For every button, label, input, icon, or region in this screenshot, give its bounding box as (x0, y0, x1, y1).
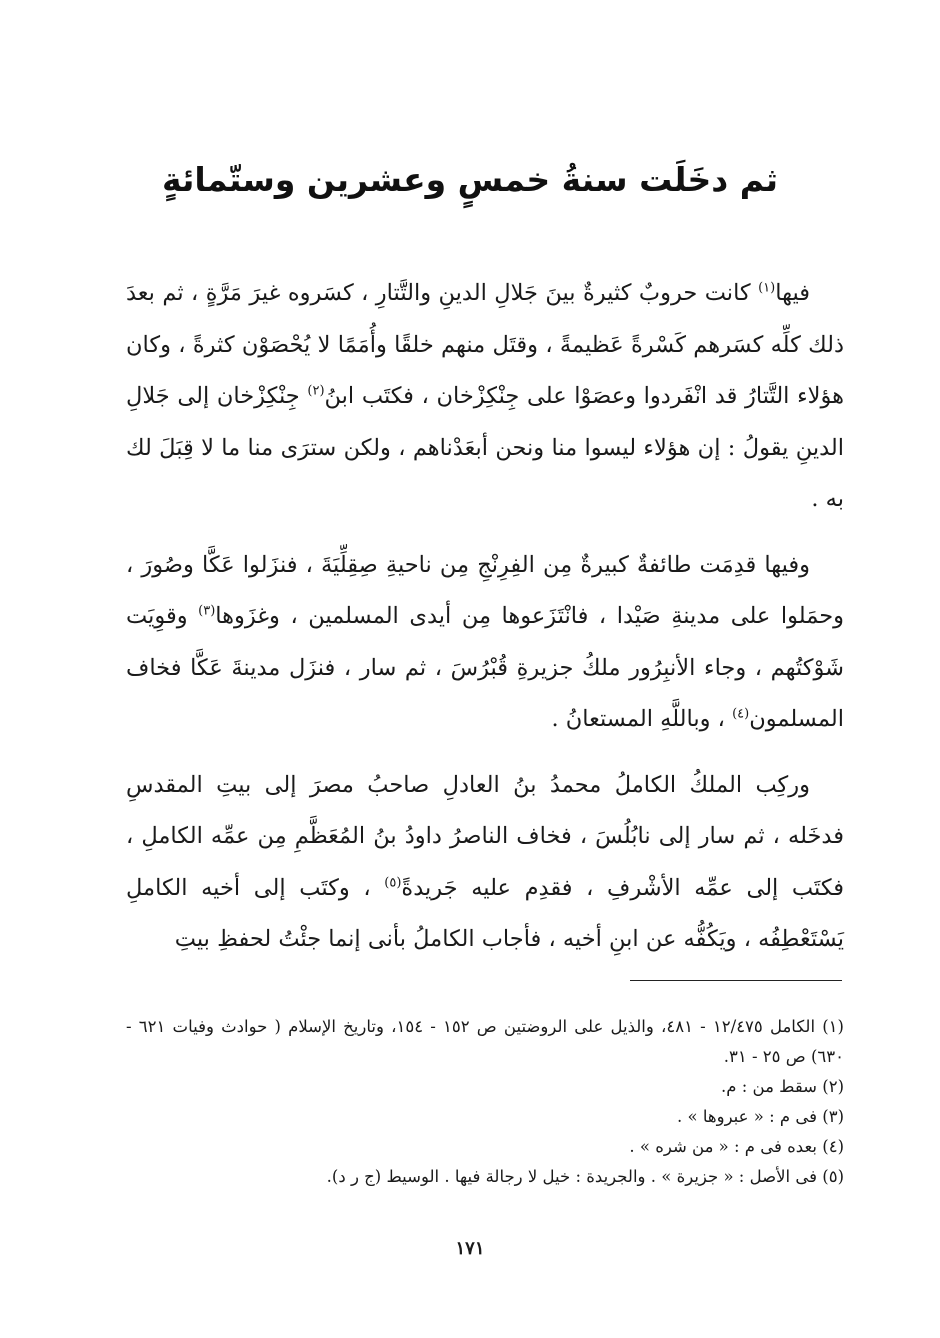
paragraph-lead: فيها (775, 280, 810, 306)
footnote-item: (١) الكامل ١٢/٤٧٥ - ٤٨١، والذيل على الروضتين ص ١٥٢ - ١٥٤، وتاريخ الإسلام ( حوادث وفيات ٦٢١ - ٦٣٠) ص ٢٥ - ٣١. (126, 1017, 844, 1066)
paragraph-text: وركِب الملكُ الكاملُ محمدُ بنُ العادلِ صاحبُ مصرَ إلى بيتِ المقدسِ فدخَله ، ثم سار إلى نابُلُسَ ، فخاف الناصرُ داودُ بنُ المُعَظَّمِ مِن عمِّه الكاملِ ، فكتَب إلى عمِّه الأشْرفِ ، فقدِم عليه جَريدةً (126, 771, 844, 901)
paragraph-text: كانت حروبٌ كثيرةٌ بينَ جَلالِ الدينِ والتَّتارِ ، كسَروه غيرَ مَرَّةٍ ، ثم بعدَ ذلك كلِّه كسَرهم كَسْرةً عَظيمةً ، وقتَل منهم خلقًا وأُمَمًا لا يُحْصَوْن كثرةً ، وكان هؤلاء التَّتارُ قد انْفَردوا وعصَوْا على جِنْكِزْخان ، فكتَب ابنُ (126, 280, 844, 409)
footnote-ref[interactable]: (٣) (198, 603, 216, 619)
paragraph-text: ، وباللَّهِ المستعانُ . (551, 706, 733, 732)
page-number: ١٧١ (455, 1238, 485, 1259)
footnote-ref[interactable]: (٢) (307, 383, 325, 399)
footnote-ref[interactable]: (١) (758, 280, 776, 296)
footnote-item: (٤) بعده فى م : « من شره » . (629, 1137, 844, 1156)
paragraph (126, 540, 844, 746)
footnote-ref[interactable]: (٥) (384, 875, 402, 890)
footnote-item: (٢) سقط من : م. (721, 1077, 844, 1096)
paragraph-text: وفيها قدِمَت طائفةٌ كبيرةٌ مِن الفِرِنْجِ مِن ناحيةِ صِقِلِّيَةَ ، فنزَلوا عَكَّا وصُورَ ، وحمَلوا على مدينةِ صَيْدا ، فانْتَزَعوها مِن أيدى المسلمين ، وغزَوها (126, 551, 844, 629)
footnote-item: (٥) فى الأصل : « جزيرة » . والجريدة : خيل لا رجالة فيها . الوسيط (ج ر د). (326, 1167, 844, 1186)
body-text (126, 268, 844, 980)
paragraph-text: جِنْكِزْخان إلى جَلالِ الدينِ يقولُ : إن هؤلاء ليسوا منا ونحن أبعَدْناهم ، ولكن سترَى منا ما لا قِبَلَ لك به . (126, 383, 844, 512)
paragraph (126, 760, 844, 966)
paragraph-text: وقوِيَت شَوْكتُهم ، وجاء الأنبِرُور ملكُ جزيرةِ قُبْرُسَ ، ثم سار ، فنزَل مدينةَ عَكَّا فخاف المسلمون (126, 603, 844, 732)
footnotes (126, 1012, 844, 1192)
chapter-title: ثم دخَلَت سنةُ خمسٍ وعشرين وستّمائةٍ (162, 160, 778, 200)
paragraph (126, 268, 844, 526)
footnote-separator (630, 980, 842, 981)
footnote-ref[interactable]: (٤) (732, 706, 750, 722)
footnote-item: (٣) فى م : « عبروها » . (677, 1107, 844, 1126)
paragraph-text: ، وكتَب إلى أخيه الكاملِ يَسْتَعْطِفُه ، ويَكُفُّه عن ابنِ أخيه ، فأجاب الكاملُ بأنى إنما جئْتُ لحفظِ بيتِ (126, 874, 844, 952)
